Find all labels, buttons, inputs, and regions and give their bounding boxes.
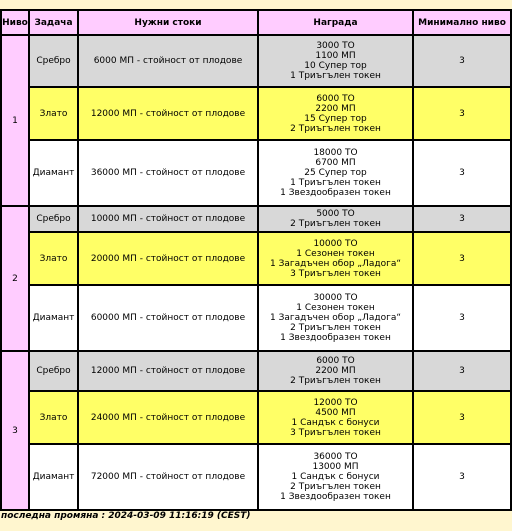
task-cell: Злато [30, 392, 77, 443]
goods-cell: 20000 МП - стойност от плодове [79, 233, 257, 284]
table-row [2, 445, 510, 509]
goods-cell: 12000 МП - стойност от плодове [79, 352, 257, 390]
task-cell: Сребро [30, 36, 77, 86]
reward-line: 36000 ТО [313, 452, 358, 462]
reward-cell [259, 445, 412, 509]
reward-cell [259, 88, 412, 139]
reward-line: 15 Супер тор [304, 113, 367, 124]
goods-cell: 24000 МП - стойност от плодове [79, 392, 257, 443]
header-task: Задача [30, 11, 77, 34]
reward-line: 2 Триъгълен токен [290, 482, 381, 492]
task-cell: Злато [30, 88, 77, 139]
header-min-level: Минимално ниво [414, 11, 510, 34]
goods-cell: 36000 МП - стойност от плодове [79, 141, 257, 205]
reward-cell [259, 207, 412, 231]
quest-table [0, 9, 512, 511]
reward-line: 3 Триъгълен токен [290, 427, 381, 438]
reward-line: 1 Сезонен токен [296, 303, 375, 313]
reward-line: 1 Звездообразен токен [280, 492, 391, 502]
reward-line: 1 Загадъчен обор „Ладога“ [269, 313, 401, 323]
min-level-cell: 3 [414, 286, 510, 350]
table-row [2, 207, 510, 231]
reward-cell [259, 141, 412, 205]
task-cell: Злато [30, 233, 77, 284]
level-cell: 2 [2, 207, 28, 350]
table-row [2, 36, 510, 86]
reward-line: 10000 ТО [313, 238, 358, 249]
reward-line: 1 Триъгълен токен [290, 178, 381, 188]
task-cell: Диамант [30, 141, 77, 205]
table-body [2, 36, 510, 509]
header-level: Ниво [2, 11, 28, 34]
goods-cell: 6000 МП - стойност от плодове [79, 36, 257, 86]
last-modified-footer: последна промяна : 2024-03-09 11:16:19 (CEST) [1, 511, 251, 521]
min-level-cell: 3 [414, 141, 510, 205]
level-cell: 1 [2, 36, 28, 205]
reward-cell [259, 352, 412, 390]
reward-line: 2 Триъгълен токен [290, 376, 381, 386]
reward-line: 2 Триъгълен токен [290, 323, 381, 333]
min-level-cell: 3 [414, 445, 510, 509]
table-row [2, 233, 510, 284]
header-row [2, 11, 510, 34]
reward-line: 25 Супер тор [304, 168, 367, 178]
quest-table-container [0, 9, 512, 505]
min-level-cell: 3 [414, 207, 510, 231]
min-level-cell: 3 [414, 36, 510, 86]
goods-cell: 12000 МП - стойност от плодове [79, 88, 257, 139]
reward-line: 6000 ТО [316, 356, 355, 366]
goods-cell: 10000 МП - стойност от плодове [79, 207, 257, 231]
reward-line: 2200 МП [315, 103, 356, 114]
header-goods: Нужни стоки [79, 11, 257, 34]
reward-cell [259, 233, 412, 284]
reward-cell [259, 392, 412, 443]
reward-line: 1 Сандък с бонуси [291, 417, 380, 428]
reward-line: 5000 ТО [316, 209, 355, 219]
header-reward: Награда [259, 11, 412, 34]
reward-line: 18000 ТО [313, 148, 358, 158]
reward-line: 12000 ТО [313, 397, 358, 408]
reward-line: 3000 ТО [316, 41, 355, 51]
task-cell: Сребро [30, 352, 77, 390]
reward-line: 1100 МП [315, 51, 356, 61]
task-cell: Диамант [30, 286, 77, 350]
reward-line: 13000 МП [312, 462, 359, 472]
reward-line: 1 Сезонен токен [296, 248, 375, 259]
table-row [2, 88, 510, 139]
reward-line: 2 Триъгълен токен [290, 219, 381, 229]
reward-line: 6000 ТО [316, 93, 355, 104]
reward-line: 10 Супер тор [304, 61, 367, 71]
reward-cell [259, 36, 412, 86]
goods-cell: 72000 МП - стойност от плодове [79, 445, 257, 509]
min-level-cell: 3 [414, 352, 510, 390]
reward-line: 3 Триъгълен токен [290, 268, 381, 279]
reward-line: 1 Звездообразен токен [280, 188, 391, 198]
table-row [2, 141, 510, 205]
table-row [2, 286, 510, 350]
task-cell: Диамант [30, 445, 77, 509]
table-row [2, 352, 510, 390]
reward-line: 1 Загадъчен обор „Ладога“ [269, 258, 401, 269]
reward-line: 30000 ТО [313, 293, 358, 303]
goods-cell: 60000 МП - стойност от плодове [79, 286, 257, 350]
min-level-cell: 3 [414, 392, 510, 443]
reward-line: 1 Сандък с бонуси [291, 472, 380, 482]
table-row [2, 392, 510, 443]
min-level-cell: 3 [414, 88, 510, 139]
level-cell: 3 [2, 352, 28, 509]
min-level-cell: 3 [414, 233, 510, 284]
reward-line: 2 Триъгълен токен [290, 123, 381, 134]
reward-line: 6700 МП [315, 158, 356, 168]
reward-line: 1 Триъгълен токен [290, 71, 381, 81]
reward-line: 4500 МП [315, 407, 356, 418]
task-cell: Сребро [30, 207, 77, 231]
reward-line: 2200 МП [315, 366, 356, 376]
reward-cell [259, 286, 412, 350]
reward-line: 1 Звездообразен токен [280, 333, 391, 343]
